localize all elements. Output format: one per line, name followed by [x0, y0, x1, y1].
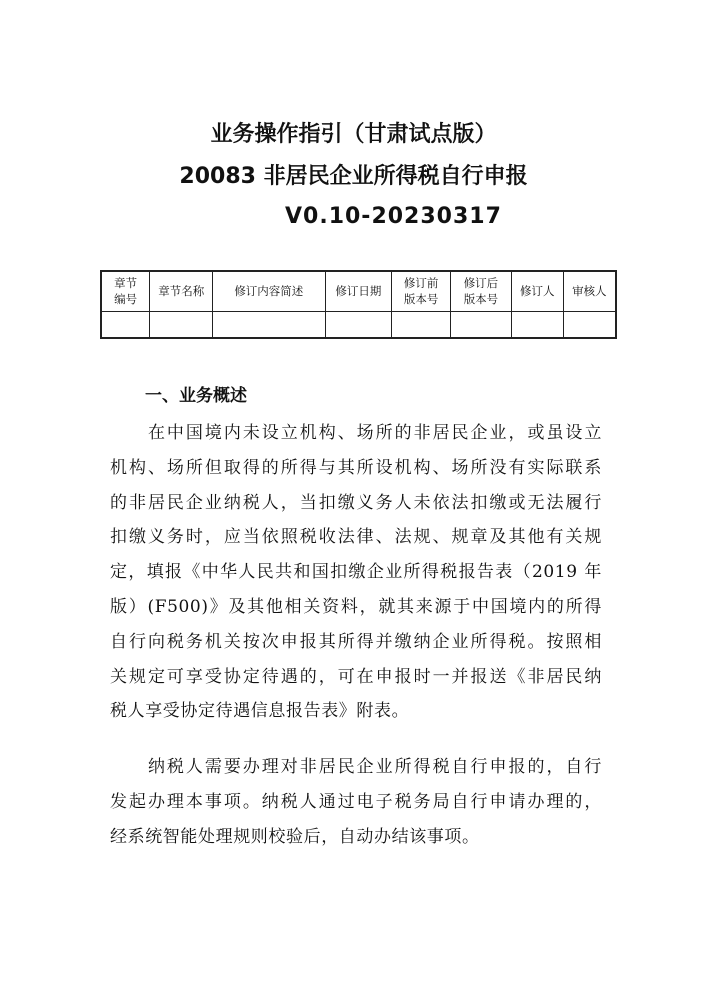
paragraph-line: 经系统智能处理规则校验后，自动办结该事项。: [110, 826, 480, 847]
table-cell: [451, 311, 512, 338]
paragraph-line: 纳税人需要办理对非居民企业所得税自行申报的，自行: [110, 757, 602, 777]
revision-table: [100, 270, 617, 339]
header-version-before: 修订前 版本号: [392, 271, 451, 311]
header-chapter-number: 章节 编号: [101, 271, 150, 311]
header-chapter-name: 章节名称: [150, 271, 213, 311]
table-row: [101, 311, 616, 338]
table-cell: [101, 311, 150, 338]
table-cell: [150, 311, 213, 338]
paragraph-line: 的非居民企业纳税人，当扣缴义务人未依法扣缴或无法履行: [110, 492, 602, 513]
paragraph-line: 定，填报《中华人民共和国扣缴企业所得税报告表（2019 年: [110, 562, 602, 583]
table-cell: [511, 311, 563, 338]
header-version-after: 修订后 版本号: [451, 271, 512, 311]
document-version: V0.10-20230317: [285, 204, 502, 229]
paragraph-line: 在中国境内未设立机构、场所的非居民企业，或虽设立: [110, 423, 602, 443]
paragraph-line: 扣缴义务时，应当依照税收法律、法规、规章及其他有关规: [110, 527, 602, 548]
paragraph-line: 机构、场所但取得的所得与其所设机构、场所没有实际联系: [110, 457, 602, 478]
paragraph-line: 版）(F500)》及其他相关资料，就其来源于中国境内的所得: [110, 596, 602, 617]
paragraph-line: 发起办理本事项。纳税人通过电子税务局自行申请办理的，: [110, 791, 602, 812]
paragraph-line: 关规定可享受协定待遇的，可在申报时一并报送《非居民纳: [110, 666, 602, 687]
revision-table-header-row: [101, 271, 616, 311]
table-cell: [325, 311, 392, 338]
paragraph-line: 自行向税务机关按次申报其所得并缴纳企业所得税。按照相: [110, 631, 602, 652]
table-cell: [563, 311, 616, 338]
header-revision-date: 修订日期: [325, 271, 392, 311]
header-revision-summary: 修订内容简述: [213, 271, 325, 311]
document-subtitle: 20083 非居民企业所得税自行申报: [179, 164, 528, 189]
table-cell: [213, 311, 325, 338]
paragraph-overview: [110, 416, 602, 729]
header-reviser: 修订人: [511, 271, 563, 311]
table-cell: [392, 311, 451, 338]
header-reviewer: 审核人: [563, 271, 616, 311]
paragraph-process: [110, 750, 602, 854]
section-heading: 一、业务概述: [145, 386, 247, 406]
paragraph-line: 税人享受协定待遇信息报告表》附表。: [110, 701, 410, 722]
document-title: 业务操作指引（甘肃试点版）: [210, 122, 497, 147]
